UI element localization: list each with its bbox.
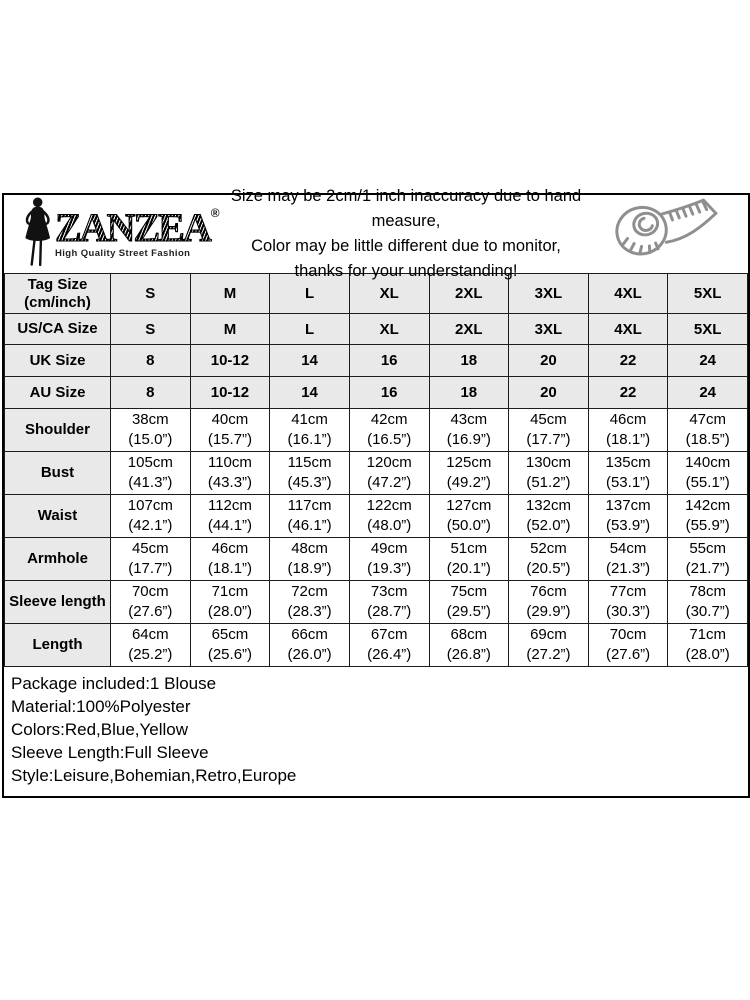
measurement-row: [5, 409, 748, 452]
measurement-inch: (28.0”): [685, 646, 730, 663]
row-label-cell: Armhole: [5, 538, 111, 581]
measurement-cell: [668, 409, 748, 452]
measurement-inch: (51.2”): [526, 474, 571, 491]
size-value-cell: 16: [349, 345, 429, 377]
measurement-inch: (25.2”): [128, 646, 173, 663]
measurement-inch: (53.9”): [605, 517, 651, 534]
size-value-cell: M: [190, 274, 270, 314]
size-value-cell: 24: [668, 377, 748, 409]
row-label-cell: Sleeve length: [5, 581, 111, 624]
size-value-cell: 8: [111, 345, 191, 377]
measurement-cm: 127cm: [446, 497, 492, 514]
measurement-cell: [509, 624, 589, 667]
measurement-cell: [509, 538, 589, 581]
size-value-cell: 16: [349, 377, 429, 409]
tape-measure-icon: [602, 196, 748, 272]
measurement-inch: (15.0”): [128, 431, 173, 448]
size-row: [5, 377, 748, 409]
measurement-cm: 41cm: [291, 411, 328, 428]
measurement-inch: (16.5”): [367, 431, 412, 448]
brand-tagline: High Quality Street Fashion: [55, 248, 191, 259]
measurement-cell: [509, 495, 589, 538]
measurement-inch: (27.6”): [605, 646, 651, 663]
size-value-cell: S: [111, 274, 191, 314]
size-value-cell: 5XL: [668, 314, 748, 345]
measurement-cell: [270, 624, 350, 667]
size-value-cell: M: [190, 314, 270, 345]
row-label-line: US/CA Size: [17, 320, 98, 337]
measurement-cell: [111, 495, 191, 538]
measurement-cm: 67cm: [370, 626, 408, 643]
measurement-cm: 45cm: [131, 540, 169, 557]
measurement-cell: [190, 452, 270, 495]
measurement-cell: [509, 581, 589, 624]
measurement-inch: (30.7”): [685, 603, 730, 620]
brand-name: ZANZEA: [55, 205, 210, 250]
measurement-inch: (26.4”): [367, 646, 412, 663]
measurement-cell: [429, 581, 509, 624]
measurement-cell: [668, 624, 748, 667]
measurement-cell: [429, 495, 509, 538]
measurement-cm: 140cm: [685, 454, 731, 471]
measurement-cell: [349, 409, 429, 452]
measurement-cell: [588, 581, 668, 624]
measurement-inch: (18.5”): [685, 431, 730, 448]
measurement-inch: (45.3”): [287, 474, 332, 491]
row-label-line: (cm/inch): [24, 293, 91, 311]
measurement-cell: [429, 409, 509, 452]
measurement-inch: (43.3”): [207, 474, 253, 491]
measurement-cm: 55cm: [689, 540, 727, 557]
row-label-line: UK Size: [29, 351, 86, 369]
detail-line: Package included:1 Blouse: [11, 674, 217, 693]
measurement-cell: [111, 624, 191, 667]
row-label-line: AU Size: [29, 383, 86, 401]
measurement-cm: 132cm: [525, 497, 571, 514]
notice-line: Color may be little different due to monitor,: [251, 237, 561, 255]
measurement-inch: (26.8”): [446, 646, 491, 663]
measurement-cell: [190, 495, 270, 538]
measurement-cell: [349, 452, 429, 495]
measure-notice: [216, 184, 602, 284]
measurement-cm: 75cm: [450, 583, 488, 600]
size-value-cell: L: [270, 314, 350, 345]
measurement-cell: [270, 495, 350, 538]
measurement-cm: 130cm: [525, 454, 571, 471]
size-value-cell: 2XL: [429, 314, 509, 345]
size-chart-box: [2, 187, 750, 798]
woman-silhouette-icon: [20, 196, 54, 273]
measurement-cell: [190, 624, 270, 667]
measurement-cm: 107cm: [127, 497, 173, 514]
size-value-cell: 14: [270, 345, 350, 377]
measurement-inch: (16.1”): [287, 431, 332, 448]
measurement-cell: [588, 495, 668, 538]
size-value-cell: 22: [588, 345, 668, 377]
measurement-cell: [349, 538, 429, 581]
measurement-cm: 71cm: [211, 583, 249, 600]
measurement-cm: 120cm: [366, 454, 412, 471]
measurement-cm: 73cm: [370, 583, 408, 600]
size-value-cell: 18: [429, 345, 509, 377]
detail-line: Sleeve Length:Full Sleeve: [11, 743, 209, 762]
row-label-cell: [5, 345, 111, 377]
size-value-cell: 3XL: [509, 274, 589, 314]
row-label-line: Tag Size: [27, 275, 88, 293]
size-value-cell: 20: [509, 345, 589, 377]
measurement-inch: (28.0”): [207, 603, 253, 620]
measurement-inch: (30.3”): [605, 603, 651, 620]
measurement-cell: [668, 581, 748, 624]
measurement-inch: (50.0”): [446, 517, 491, 534]
measurement-inch: (15.7”): [207, 431, 253, 448]
measurement-inch: (25.6”): [207, 646, 253, 663]
measurement-cell: [509, 409, 589, 452]
measurement-cm: 65cm: [211, 626, 249, 643]
measurement-cm: 78cm: [689, 583, 727, 600]
measurement-cm: 122cm: [366, 497, 412, 514]
measurement-cm: 142cm: [685, 497, 731, 514]
measurement-cm: 51cm: [450, 540, 488, 557]
measurement-inch: (28.7”): [367, 603, 412, 620]
measurement-cell: [111, 409, 191, 452]
measurement-inch: (26.0”): [287, 646, 332, 663]
size-value-cell: 22: [588, 377, 668, 409]
product-details: [4, 667, 748, 796]
notice-line: thanks for your understanding!: [294, 262, 518, 280]
row-label-cell: [5, 377, 111, 409]
measurement-cm: 38cm: [131, 411, 169, 428]
measurement-inch: (27.6”): [128, 603, 173, 620]
brand-logo: [4, 196, 220, 273]
measurement-row: [5, 452, 748, 495]
detail-line: Material:100%Polyester: [11, 697, 191, 716]
size-value-cell: 14: [270, 377, 350, 409]
measurement-cm: 48cm: [291, 540, 328, 557]
measurement-cm: 49cm: [370, 540, 408, 557]
measurement-cm: 77cm: [609, 583, 647, 600]
measurement-cell: [668, 538, 748, 581]
brand-logo-text: [55, 205, 220, 259]
measurement-cm: 46cm: [211, 540, 249, 557]
measurement-cell: [190, 581, 270, 624]
measurement-inch: (41.3”): [128, 474, 173, 491]
measurement-cell: [509, 452, 589, 495]
measurement-cm: 42cm: [370, 411, 408, 428]
measurement-inch: (21.3”): [605, 560, 651, 577]
size-value-cell: 18: [429, 377, 509, 409]
measurement-cm: 47cm: [689, 411, 727, 428]
measurement-cm: 70cm: [609, 626, 647, 643]
measurement-cm: 46cm: [609, 411, 647, 428]
measurement-cm: 125cm: [446, 454, 492, 471]
size-table: [4, 273, 748, 667]
measurement-inch: (17.7”): [128, 560, 173, 577]
size-value-cell: 10-12: [190, 377, 270, 409]
measurement-cm: 52cm: [530, 540, 567, 557]
measurement-cell: [270, 581, 350, 624]
measurement-cm: 69cm: [530, 626, 567, 643]
measurement-cm: 135cm: [605, 454, 651, 471]
measurement-cm: 117cm: [287, 497, 332, 514]
size-value-cell: 4XL: [588, 314, 668, 345]
size-value-cell: 24: [668, 345, 748, 377]
size-value-cell: 4XL: [588, 274, 668, 314]
measurement-inch: (49.2”): [446, 474, 491, 491]
measurement-cm: 64cm: [131, 626, 169, 643]
measurement-cell: [190, 538, 270, 581]
measurement-inch: (20.5”): [526, 560, 571, 577]
measurement-row: [5, 624, 748, 667]
measurement-inch: (29.5”): [446, 603, 491, 620]
measurement-row: [5, 538, 748, 581]
size-value-cell: 8: [111, 377, 191, 409]
measurement-cm: 112cm: [207, 497, 252, 514]
measurement-cm: 137cm: [605, 497, 651, 514]
measurement-cm: 105cm: [127, 454, 173, 471]
size-table-body: [5, 274, 748, 667]
measurement-inch: (48.0”): [367, 517, 412, 534]
measurement-inch: (44.1”): [207, 517, 253, 534]
measurement-inch: (21.7”): [685, 560, 730, 577]
row-label-cell: [5, 314, 111, 345]
size-value-cell: 20: [509, 377, 589, 409]
size-value-cell: L: [270, 274, 350, 314]
measurement-cm: 45cm: [530, 411, 567, 428]
size-value-cell: 10-12: [190, 345, 270, 377]
measurement-cell: [190, 409, 270, 452]
chart-header: [4, 187, 748, 280]
measurement-cm: 66cm: [291, 626, 328, 643]
measurement-cm: 43cm: [450, 411, 488, 428]
measurement-cell: [668, 452, 748, 495]
measurement-inch: (55.1”): [685, 474, 730, 491]
measurement-inch: (17.7”): [526, 431, 571, 448]
measurement-cell: [429, 452, 509, 495]
measurement-cell: [111, 538, 191, 581]
measurement-cell: [668, 495, 748, 538]
measurement-inch: (29.9”): [526, 603, 571, 620]
measurement-cm: 40cm: [211, 411, 249, 428]
size-value-cell: 5XL: [668, 274, 748, 314]
registered-mark: ®: [210, 206, 220, 220]
measurement-inch: (16.9”): [446, 431, 491, 448]
measurement-cm: 68cm: [450, 626, 488, 643]
measurement-inch: (47.2”): [367, 474, 412, 491]
measurement-inch: (18.9”): [287, 560, 332, 577]
row-label-cell: Bust: [5, 452, 111, 495]
measurement-cell: [588, 538, 668, 581]
measurement-cell: [111, 452, 191, 495]
measurement-cell: [588, 624, 668, 667]
measurement-cell: [111, 581, 191, 624]
measurement-cell: [349, 495, 429, 538]
measurement-cm: 115cm: [287, 454, 332, 471]
size-value-cell: XL: [349, 314, 429, 345]
size-row: [5, 345, 748, 377]
measurement-cell: [429, 624, 509, 667]
measurement-cell: [349, 624, 429, 667]
size-value-cell: 2XL: [429, 274, 509, 314]
measurement-cell: [588, 409, 668, 452]
measurement-inch: (52.0”): [526, 517, 571, 534]
size-value-cell: XL: [349, 274, 429, 314]
measurement-row: [5, 581, 748, 624]
row-label-cell: Length: [5, 624, 111, 667]
size-value-cell: S: [111, 314, 191, 345]
measurement-cm: 71cm: [689, 626, 727, 643]
row-label-cell: Waist: [5, 495, 111, 538]
measurement-inch: (19.3”): [367, 560, 412, 577]
measurement-cell: [270, 452, 350, 495]
measurement-cell: [588, 452, 668, 495]
measurement-inch: (18.1”): [605, 431, 651, 448]
measurement-cell: [429, 538, 509, 581]
detail-line: Style:Leisure,Bohemian,Retro,Europe: [11, 766, 297, 785]
detail-line: Colors:Red,Blue,Yellow: [11, 720, 189, 739]
size-value-cell: 3XL: [509, 314, 589, 345]
measurement-cell: [349, 581, 429, 624]
measurement-inch: (46.1”): [287, 517, 332, 534]
measurement-inch: (27.2”): [526, 646, 571, 663]
measurement-inch: (28.3”): [287, 603, 332, 620]
measurement-cell: [270, 409, 350, 452]
measurement-cm: 76cm: [530, 583, 567, 600]
measurement-row: [5, 495, 748, 538]
measurement-inch: (20.1”): [446, 560, 491, 577]
measurement-inch: (42.1”): [128, 517, 173, 534]
measurement-cell: [270, 538, 350, 581]
measurement-cm: 72cm: [291, 583, 328, 600]
measurement-cm: 110cm: [207, 454, 252, 471]
row-label-cell: Shoulder: [5, 409, 111, 452]
size-row: [5, 314, 748, 345]
measurement-inch: (18.1”): [207, 560, 253, 577]
measurement-cm: 54cm: [609, 540, 647, 557]
measurement-inch: (55.9”): [685, 517, 730, 534]
measurement-cm: 70cm: [131, 583, 169, 600]
row-label-cell: [5, 274, 111, 314]
notice-line: Size may be 2cm/1 inch inaccuracy due to hand measure,: [230, 187, 582, 230]
measurement-inch: (53.1”): [605, 474, 651, 491]
